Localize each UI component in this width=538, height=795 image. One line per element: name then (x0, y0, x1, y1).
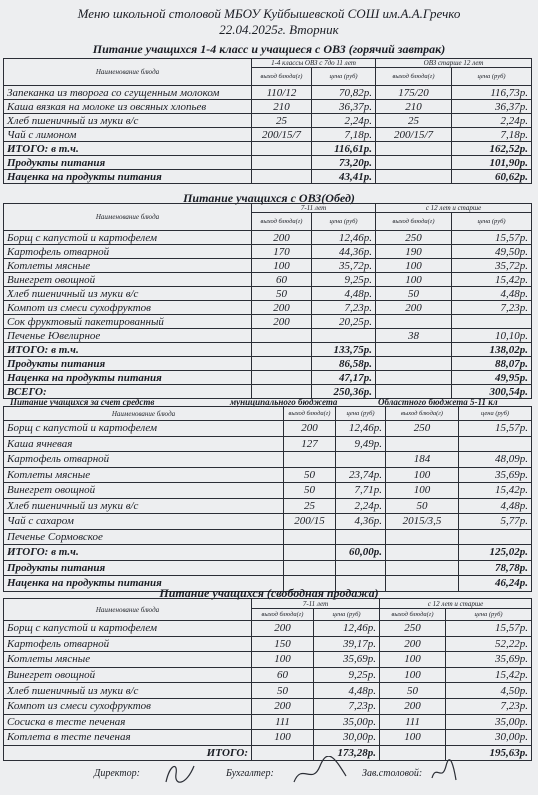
table-row (4, 667, 532, 683)
portion-1: 200 (252, 698, 314, 714)
dish-name: Продукты питания (4, 357, 252, 371)
table-row (4, 652, 532, 668)
portion-2: 38 (376, 329, 452, 343)
price-2: 15,42р. (446, 667, 532, 683)
t4-col-out2: выход блюда(г) (380, 609, 446, 621)
t2-group1: 7-11 лет (252, 204, 376, 213)
table-row (4, 231, 532, 245)
portion-1: 200 (252, 231, 312, 245)
price-1: 133,75р. (312, 343, 376, 357)
portion-2 (386, 560, 459, 576)
portion-1: 111 (252, 714, 314, 730)
portion-2 (386, 545, 459, 561)
table-row (4, 483, 532, 499)
price-1 (336, 452, 386, 468)
price-1: 20,25р. (312, 315, 376, 329)
dish-name: Картофель отварной (4, 636, 252, 652)
portion-2 (376, 156, 452, 170)
t2-col-price2: цена (руб) (452, 213, 532, 231)
table-row (4, 245, 532, 259)
price-1: 12,46р. (312, 231, 376, 245)
portion-1 (284, 529, 336, 545)
table-row (4, 86, 532, 100)
free-sale-table (3, 598, 532, 761)
t3-col-out2: выход блюда(г) (386, 407, 459, 421)
portion-1: 100 (252, 259, 312, 273)
price-1 (336, 560, 386, 576)
t3-col-out1: выход блюда(г) (284, 407, 336, 421)
portion-2: 200 (376, 301, 452, 315)
dish-name: Котлеты мясные (4, 652, 252, 668)
dish-name: ИТОГО: (4, 745, 252, 761)
price-2: 4,50р. (446, 683, 532, 699)
portion-1 (252, 329, 312, 343)
canteen-label: Зав.столовой: (362, 768, 423, 779)
price-1: 7,23р. (312, 301, 376, 315)
dish-name: Печенье Ювелирное (4, 329, 252, 343)
price-2: 7,23р. (452, 301, 532, 315)
portion-1 (284, 560, 336, 576)
t3-col-price2: цена (руб) (459, 407, 532, 421)
dish-name: Наценка на продукты питания (4, 170, 252, 184)
price-2 (452, 315, 532, 329)
t1-title: Питание учащихся 1-4 класс и учащиеся с ОВЗ (горячий завтрак) (92, 42, 446, 56)
portion-1: 25 (284, 498, 336, 514)
portion-1: 150 (252, 636, 314, 652)
table-row (4, 273, 532, 287)
price-1: 35,72р. (312, 259, 376, 273)
price-1: 73,20р. (312, 156, 376, 170)
budget-table (3, 406, 532, 592)
dish-name: Хлеб пшеничный из муки в/с (4, 114, 252, 128)
price-1: 35,00р. (314, 714, 380, 730)
table-row (4, 683, 532, 699)
price-2: 35,69р. (459, 467, 532, 483)
price-1: 43,41р. (312, 170, 376, 184)
t4-group1: 7-11 лет (252, 599, 380, 609)
dish-name: Картофель отварной (4, 452, 284, 468)
t4-col-price1: цена (руб) (314, 609, 380, 621)
price-1: 9,49р. (336, 436, 386, 452)
price-1: 12,46р. (314, 621, 380, 637)
portion-1: 50 (252, 287, 312, 301)
price-1: 250,36р. (312, 385, 376, 399)
table-row (4, 357, 532, 371)
table-row (4, 421, 532, 437)
table-row (4, 621, 532, 637)
portion-2 (386, 436, 459, 452)
dish-name: Сок фруктовый пакетированный (4, 315, 252, 329)
price-1: 4,48р. (314, 683, 380, 699)
price-2: 60,62р. (452, 170, 532, 184)
portion-1: 50 (284, 483, 336, 499)
portion-1 (252, 156, 312, 170)
price-2: 15,42р. (452, 273, 532, 287)
table-row (4, 467, 532, 483)
dish-name: Хлеб пшеничный из муки в/с (4, 683, 252, 699)
portion-1: 127 (284, 436, 336, 452)
price-1: 12,46р. (336, 421, 386, 437)
table-row (4, 698, 532, 714)
price-2 (459, 436, 532, 452)
table-row (4, 170, 532, 184)
t4-col-out1: выход блюда(г) (252, 609, 314, 621)
t1-col-out2: выход блюда(г) (376, 68, 452, 86)
price-1: 39,17р. (314, 636, 380, 652)
dish-name: Борщ с капустой и картофелем (4, 231, 252, 245)
portion-2: 200 (380, 698, 446, 714)
portion-1: 110/12 (252, 86, 312, 100)
price-2: 125,02р. (459, 545, 532, 561)
portion-1: 60 (252, 273, 312, 287)
t2-title: Питание учащихся с ОВЗ(Обед) (183, 191, 355, 205)
dish-name: Каша вязкая на молоке из овсяных хлопьев (4, 100, 252, 114)
t1-col-price2: цена (руб) (452, 68, 532, 86)
portion-2: 100 (380, 667, 446, 683)
portion-1: 210 (252, 100, 312, 114)
price-1: 4,36р. (336, 514, 386, 530)
portion-1: 200/15 (284, 514, 336, 530)
t2-col-price1: цена (руб) (312, 213, 376, 231)
t1-group1: 1-4 классы ОВЗ с 7до 11 лет (252, 59, 376, 68)
price-1: 173,28р. (314, 745, 380, 761)
dish-name: Печенье Сормовское (4, 529, 284, 545)
director-label: Директор: (94, 768, 140, 779)
price-2: 162,52р. (452, 142, 532, 156)
price-1: 9,25р. (314, 667, 380, 683)
t4-group2: с 12 лет и старше (380, 599, 532, 609)
director-signature-icon (160, 760, 200, 788)
dish-name: Картофель отварной (4, 245, 252, 259)
portion-1 (284, 545, 336, 561)
dish-name: Борщ с капустой и картофелем (4, 621, 252, 637)
dish-name: Сосиска в тесте печеная (4, 714, 252, 730)
t2-col-out1: выход блюда(г) (252, 213, 312, 231)
price-1: 35,69р. (314, 652, 380, 668)
portion-2: 50 (386, 498, 459, 514)
price-2: 2,24р. (452, 114, 532, 128)
dish-name: Винегрет овощной (4, 483, 284, 499)
dish-name: ИТОГО: в т.ч. (4, 343, 252, 357)
price-2: 15,57р. (452, 231, 532, 245)
price-1: 47,17р. (312, 371, 376, 385)
price-2: 7,23р. (446, 698, 532, 714)
dish-name: Котлета в тесте печеная (4, 730, 252, 746)
portion-1 (252, 343, 312, 357)
price-2: 49,50р. (452, 245, 532, 259)
portion-1 (284, 452, 336, 468)
price-1: 9,25р. (312, 273, 376, 287)
table-row (4, 529, 532, 545)
price-2: 49,95р. (452, 371, 532, 385)
dish-name: Винегрет овощной (4, 273, 252, 287)
portion-1 (252, 371, 312, 385)
price-1 (312, 329, 376, 343)
t1-col-out1: выход блюда(г) (252, 68, 312, 86)
dish-name: Чай с сахаром (4, 514, 284, 530)
price-1: 116,61р. (312, 142, 376, 156)
price-2: 15,57р. (446, 621, 532, 637)
t2-group2: с 12 лет и старше (376, 204, 532, 213)
table-row (4, 315, 532, 329)
table-row (4, 343, 532, 357)
price-2: 116,73р. (452, 86, 532, 100)
price-2: 4,48р. (459, 498, 532, 514)
table-row (4, 452, 532, 468)
t3-col-name: Наименование блюда (4, 407, 284, 421)
dish-name: Каша ячневая (4, 436, 284, 452)
portion-2: 210 (376, 100, 452, 114)
price-1: 7,18р. (312, 128, 376, 142)
portion-2: 2015/3,5 (386, 514, 459, 530)
table-row (4, 301, 532, 315)
portion-2: 100 (380, 730, 446, 746)
portion-2 (376, 343, 452, 357)
t1-col-name: Наименование блюда (4, 59, 252, 86)
t3-title-right: Областного бюджета 5-11 кл (378, 397, 498, 407)
price-1: 70,82р. (312, 86, 376, 100)
table-row (4, 514, 532, 530)
dish-name: ИТОГО: в т.ч. (4, 142, 252, 156)
price-2: 10,10р. (452, 329, 532, 343)
t2-col-out2: выход блюда(г) (376, 213, 452, 231)
portion-2: 50 (376, 287, 452, 301)
portion-1: 200 (252, 315, 312, 329)
table-row (4, 259, 532, 273)
dish-name: Продукты питания (4, 560, 284, 576)
portion-2: 175/20 (376, 86, 452, 100)
price-1: 4,48р. (312, 287, 376, 301)
portion-2: 200 (380, 636, 446, 652)
dish-name: Хлеб пшеничный из муки в/с (4, 287, 252, 301)
portion-2: 100 (376, 259, 452, 273)
portion-1: 200 (252, 301, 312, 315)
price-2: 15,57р. (459, 421, 532, 437)
portion-2 (376, 371, 452, 385)
price-2: 101,90р. (452, 156, 532, 170)
t1-col-price1: цена (руб) (312, 68, 376, 86)
dish-name: Запеканка из творога со сгущенным молоком (4, 86, 252, 100)
t3-title-mid: муниципального бюджета (230, 397, 338, 407)
table-row (4, 287, 532, 301)
header-line1: Меню школьной столовой МБОУ Куйбышевской СОШ им.А.А.Гречко (77, 6, 461, 21)
table-row (4, 142, 532, 156)
price-2: 7,18р. (452, 128, 532, 142)
portion-2: 100 (386, 467, 459, 483)
dish-name: Продукты питания (4, 156, 252, 170)
portion-2: 250 (376, 231, 452, 245)
dish-name: Хлеб пшеничный из муки в/с (4, 498, 284, 514)
dish-name: ИТОГО: в т.ч. (4, 545, 284, 561)
table-row (4, 560, 532, 576)
portion-2: 100 (380, 652, 446, 668)
portion-1: 170 (252, 245, 312, 259)
t3-col-price1: цена (руб) (336, 407, 386, 421)
price-1: 2,24р. (336, 498, 386, 514)
dish-name: Наценка на продукты питания (4, 371, 252, 385)
price-2: 46,24р. (459, 576, 532, 592)
price-2: 36,37р. (452, 100, 532, 114)
price-2: 195,63р. (446, 745, 532, 761)
table-row (4, 436, 532, 452)
table-row (4, 498, 532, 514)
portion-2: 100 (376, 273, 452, 287)
price-1: 86,58р. (312, 357, 376, 371)
portion-1 (252, 170, 312, 184)
dish-name: Борщ с капустой и картофелем (4, 421, 284, 437)
price-2: 88,07р. (452, 357, 532, 371)
accountant-signature-icon (290, 756, 350, 788)
lunch-table (3, 203, 532, 399)
dish-name: Котлеты мясные (4, 259, 252, 273)
price-2: 48,09р. (459, 452, 532, 468)
dish-name: Винегрет овощной (4, 667, 252, 683)
price-2: 35,72р. (452, 259, 532, 273)
portion-2: 50 (380, 683, 446, 699)
table-row (4, 545, 532, 561)
table-row (4, 714, 532, 730)
table-row (4, 636, 532, 652)
portion-2: 184 (386, 452, 459, 468)
dish-name: Компот из смеси сухофруктов (4, 301, 252, 315)
t3-title-left: Питание учащихся за счет средств (10, 397, 155, 407)
table-row (4, 730, 532, 746)
price-1: 30,00р. (314, 730, 380, 746)
price-1: 36,37р. (312, 100, 376, 114)
price-2: 300,54р. (452, 385, 532, 399)
portion-1: 60 (252, 667, 314, 683)
portion-1: 200 (284, 421, 336, 437)
portion-1: 50 (284, 467, 336, 483)
price-2: 35,69р. (446, 652, 532, 668)
portion-2: 25 (376, 114, 452, 128)
canteen-signature-icon (428, 758, 458, 786)
table-row (4, 156, 532, 170)
table-row (4, 371, 532, 385)
dish-name: ВСЕГО: (4, 385, 252, 399)
portion-1: 100 (252, 730, 314, 746)
portion-1: 200 (252, 621, 314, 637)
table-row (4, 128, 532, 142)
price-1: 60,00р. (336, 545, 386, 561)
price-1: 44,36р. (312, 245, 376, 259)
document-header (0, 6, 538, 38)
price-2: 15,42р. (459, 483, 532, 499)
portion-2: 250 (380, 621, 446, 637)
price-1: 7,23р. (314, 698, 380, 714)
dish-name: Наценка на продукты питания (4, 576, 284, 592)
t1-group2: ОВЗ старше 12 лет (376, 59, 532, 68)
table-row (4, 100, 532, 114)
portion-2: 100 (386, 483, 459, 499)
dish-name: Чай с лимоном (4, 128, 252, 142)
price-2: 35,00р. (446, 714, 532, 730)
portion-2: 111 (380, 714, 446, 730)
portion-1: 25 (252, 114, 312, 128)
portion-2 (376, 142, 452, 156)
price-2 (459, 529, 532, 545)
dish-name: Компот из смеси сухофруктов (4, 698, 252, 714)
price-2: 78,78р. (459, 560, 532, 576)
price-2: 4,48р. (452, 287, 532, 301)
t4-col-price2: цена (руб) (446, 609, 532, 621)
portion-1: 100 (252, 652, 314, 668)
price-1: 23,74р. (336, 467, 386, 483)
portion-1 (252, 357, 312, 371)
accountant-label: Бухгалтер: (226, 768, 274, 779)
portion-2: 190 (376, 245, 452, 259)
table-row (4, 114, 532, 128)
breakfast-table (3, 58, 532, 184)
price-1: 2,24р. (312, 114, 376, 128)
price-2: 30,00р. (446, 730, 532, 746)
table-row (4, 329, 532, 343)
portion-2 (376, 315, 452, 329)
portion-2: 200/15/7 (376, 128, 452, 142)
portion-2: 250 (386, 421, 459, 437)
dish-name: Котлеты мясные (4, 467, 284, 483)
portion-1: 50 (252, 683, 314, 699)
price-1 (336, 529, 386, 545)
portion-1 (252, 142, 312, 156)
price-2: 138,02р. (452, 343, 532, 357)
portion-2 (376, 357, 452, 371)
price-1: 7,71р. (336, 483, 386, 499)
header-line2: 22.04.2025г. Вторник (219, 22, 339, 37)
t2-col-name: Наименование блюда (4, 204, 252, 231)
portion-2 (386, 529, 459, 545)
portion-1: 200/15/7 (252, 128, 312, 142)
signature-footer (0, 766, 538, 788)
t4-col-name: Наименование блюда (4, 599, 252, 621)
portion-2 (376, 170, 452, 184)
price-2: 5,77р. (459, 514, 532, 530)
price-2: 52,22р. (446, 636, 532, 652)
t4-title: Питание учащихся (свободная продажа) (159, 586, 379, 600)
